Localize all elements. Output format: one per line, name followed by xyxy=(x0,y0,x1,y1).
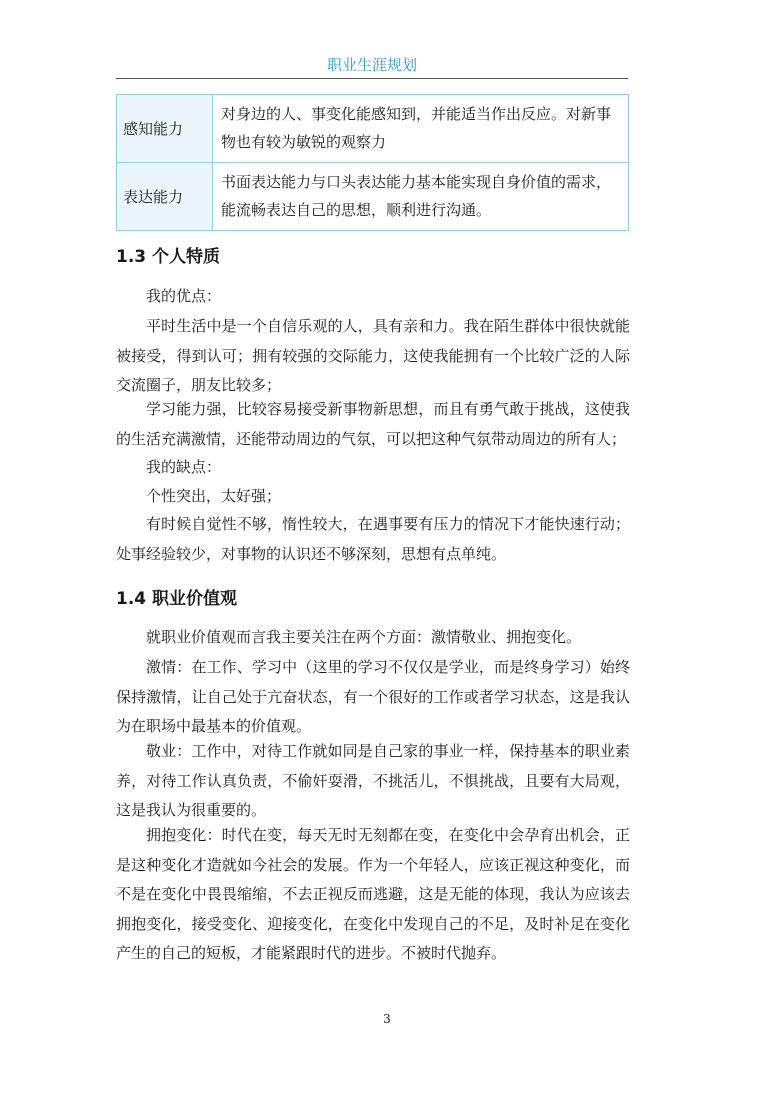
paragraph: 我的缺点： xyxy=(146,458,222,476)
page-number: 3 xyxy=(383,1012,391,1026)
table-row xyxy=(117,163,629,231)
paragraph: 拥抱变化：时代在变，每天无时无刻都在变，在变化中会孕育出机会，正是这种变化才造就如今社会的发展。作为一个年轻人，应该正视这种变化，而不是在变化中畏畏缩缩，不去正视反而逃避，这是无能的体现，我认为应该去拥抱变化，接受变化、迎接变化，在变化中发现自己的不足，及时补足在变化产生的自己的短板，才能紧跟时代的进步。不被时代抛弃。 xyxy=(116,826,630,962)
skill-description: 对身边的人、事变化能感知到，并能适当作出反应。对新事物也有较为敏锐的观察力 xyxy=(213,95,629,163)
page-header-title: 职业生涯规划 xyxy=(326,56,417,74)
table-row xyxy=(117,95,629,163)
skills-table xyxy=(116,94,629,231)
paragraph: 敬业：工作中，对待工作就如同是自己家的事业一样，保持基本的职业素养，对待工作认真负责，不偷奸耍滑，不挑活儿，不惧挑战，且要有大局观，这是我认为很重要的。 xyxy=(116,742,630,819)
paragraph: 我的优点： xyxy=(146,287,222,305)
skill-name: 感知能力 xyxy=(117,95,213,163)
section-heading: 1.3 个人特质 xyxy=(116,247,221,267)
paragraph: 平时生活中是一个自信乐观的人，具有亲和力。我在陌生群体中很快就能被接受，得到认可；拥有较强的交际能力，这使我能拥有一个比较广泛的人际交流圈子，朋友比较多； xyxy=(116,317,630,394)
section-heading: 1.4 职业价值观 xyxy=(116,589,238,609)
skill-description: 书面表达能力与口头表达能力基本能实现自身价值的需求，能流畅表达自己的思想，顺利进行沟通。 xyxy=(213,163,629,231)
paragraph: 就职业价值观而言我主要关注在两个方面：激情敬业、拥抱变化。 xyxy=(146,628,582,646)
header-rule xyxy=(116,78,628,79)
paragraph: 有时候自觉性不够，惰性较大，在遇事要有压力的情况下才能快速行动；处事经验较少，对事物的认识还不够深刻，思想有点单纯。 xyxy=(116,515,630,563)
paragraph: 激情：在工作、学习中（这里的学习不仅仅是学业，而是终身学习）始终保持激情，让自己处于亢奋状态，有一个很好的工作或者学习状态，这是我认为在职场中最基本的价值观。 xyxy=(116,658,630,735)
paragraph: 学习能力强，比较容易接受新事物新思想，而且有勇气敢于挑战，这使我的生活充满激情，还能带动周边的气氛，可以把这种气氛带动周边的所有人； xyxy=(116,400,630,448)
paragraph: 个性突出，太好强； xyxy=(146,487,282,505)
skill-name: 表达能力 xyxy=(117,163,213,231)
